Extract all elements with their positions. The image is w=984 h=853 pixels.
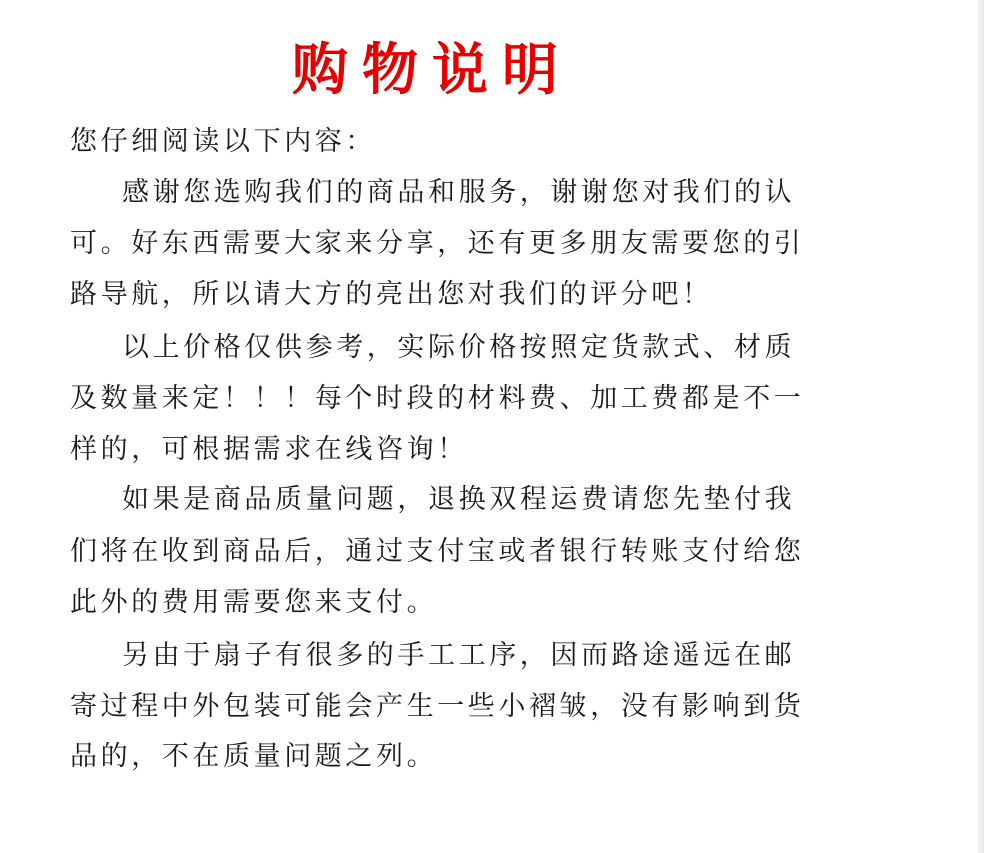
paragraph-2-line-2: 及数量来定！！！每个时段的材料费、加工费都是不一 <box>70 383 805 414</box>
page-edge-shadow <box>978 0 984 853</box>
paragraph-4-line-1: 另由于扇子有很多的手工工序，因而路途遥远在邮 <box>122 640 796 671</box>
paragraph-2-line-1: 以上价格仅供参考，实际价格按照定货款式、材质 <box>122 332 796 363</box>
paragraph-1-line-1: 感谢您选购我们的商品和服务，谢谢您对我们的认 <box>122 177 796 208</box>
page-title: 购物说明 <box>292 37 572 103</box>
paragraph-3-line-2: 们将在收到商品后，通过支付宝或者银行转账支付给您 <box>70 536 805 567</box>
paragraph-3-line-1: 如果是商品质量问题，退换双程运费请您先垫付我 <box>122 484 796 515</box>
paragraph-2-line-3: 样的，可根据需求在线咨询！ <box>70 434 468 465</box>
paragraph-4-line-2: 寄过程中外包装可能会产生一些小褶皱，没有影响到货 <box>70 691 805 722</box>
intro-line: 您仔细阅读以下内容： <box>70 126 376 157</box>
paragraph-3-line-3: 此外的费用需要您来支付。 <box>70 587 438 618</box>
paragraph-4-line-3: 品的，不在质量问题之列。 <box>70 741 438 772</box>
paragraph-1-line-3: 路导航，所以请大方的亮出您对我们的评分吧！ <box>70 279 713 310</box>
paragraph-1-line-2: 可。好东西需要大家来分享，还有更多朋友需要您的引 <box>70 228 805 259</box>
